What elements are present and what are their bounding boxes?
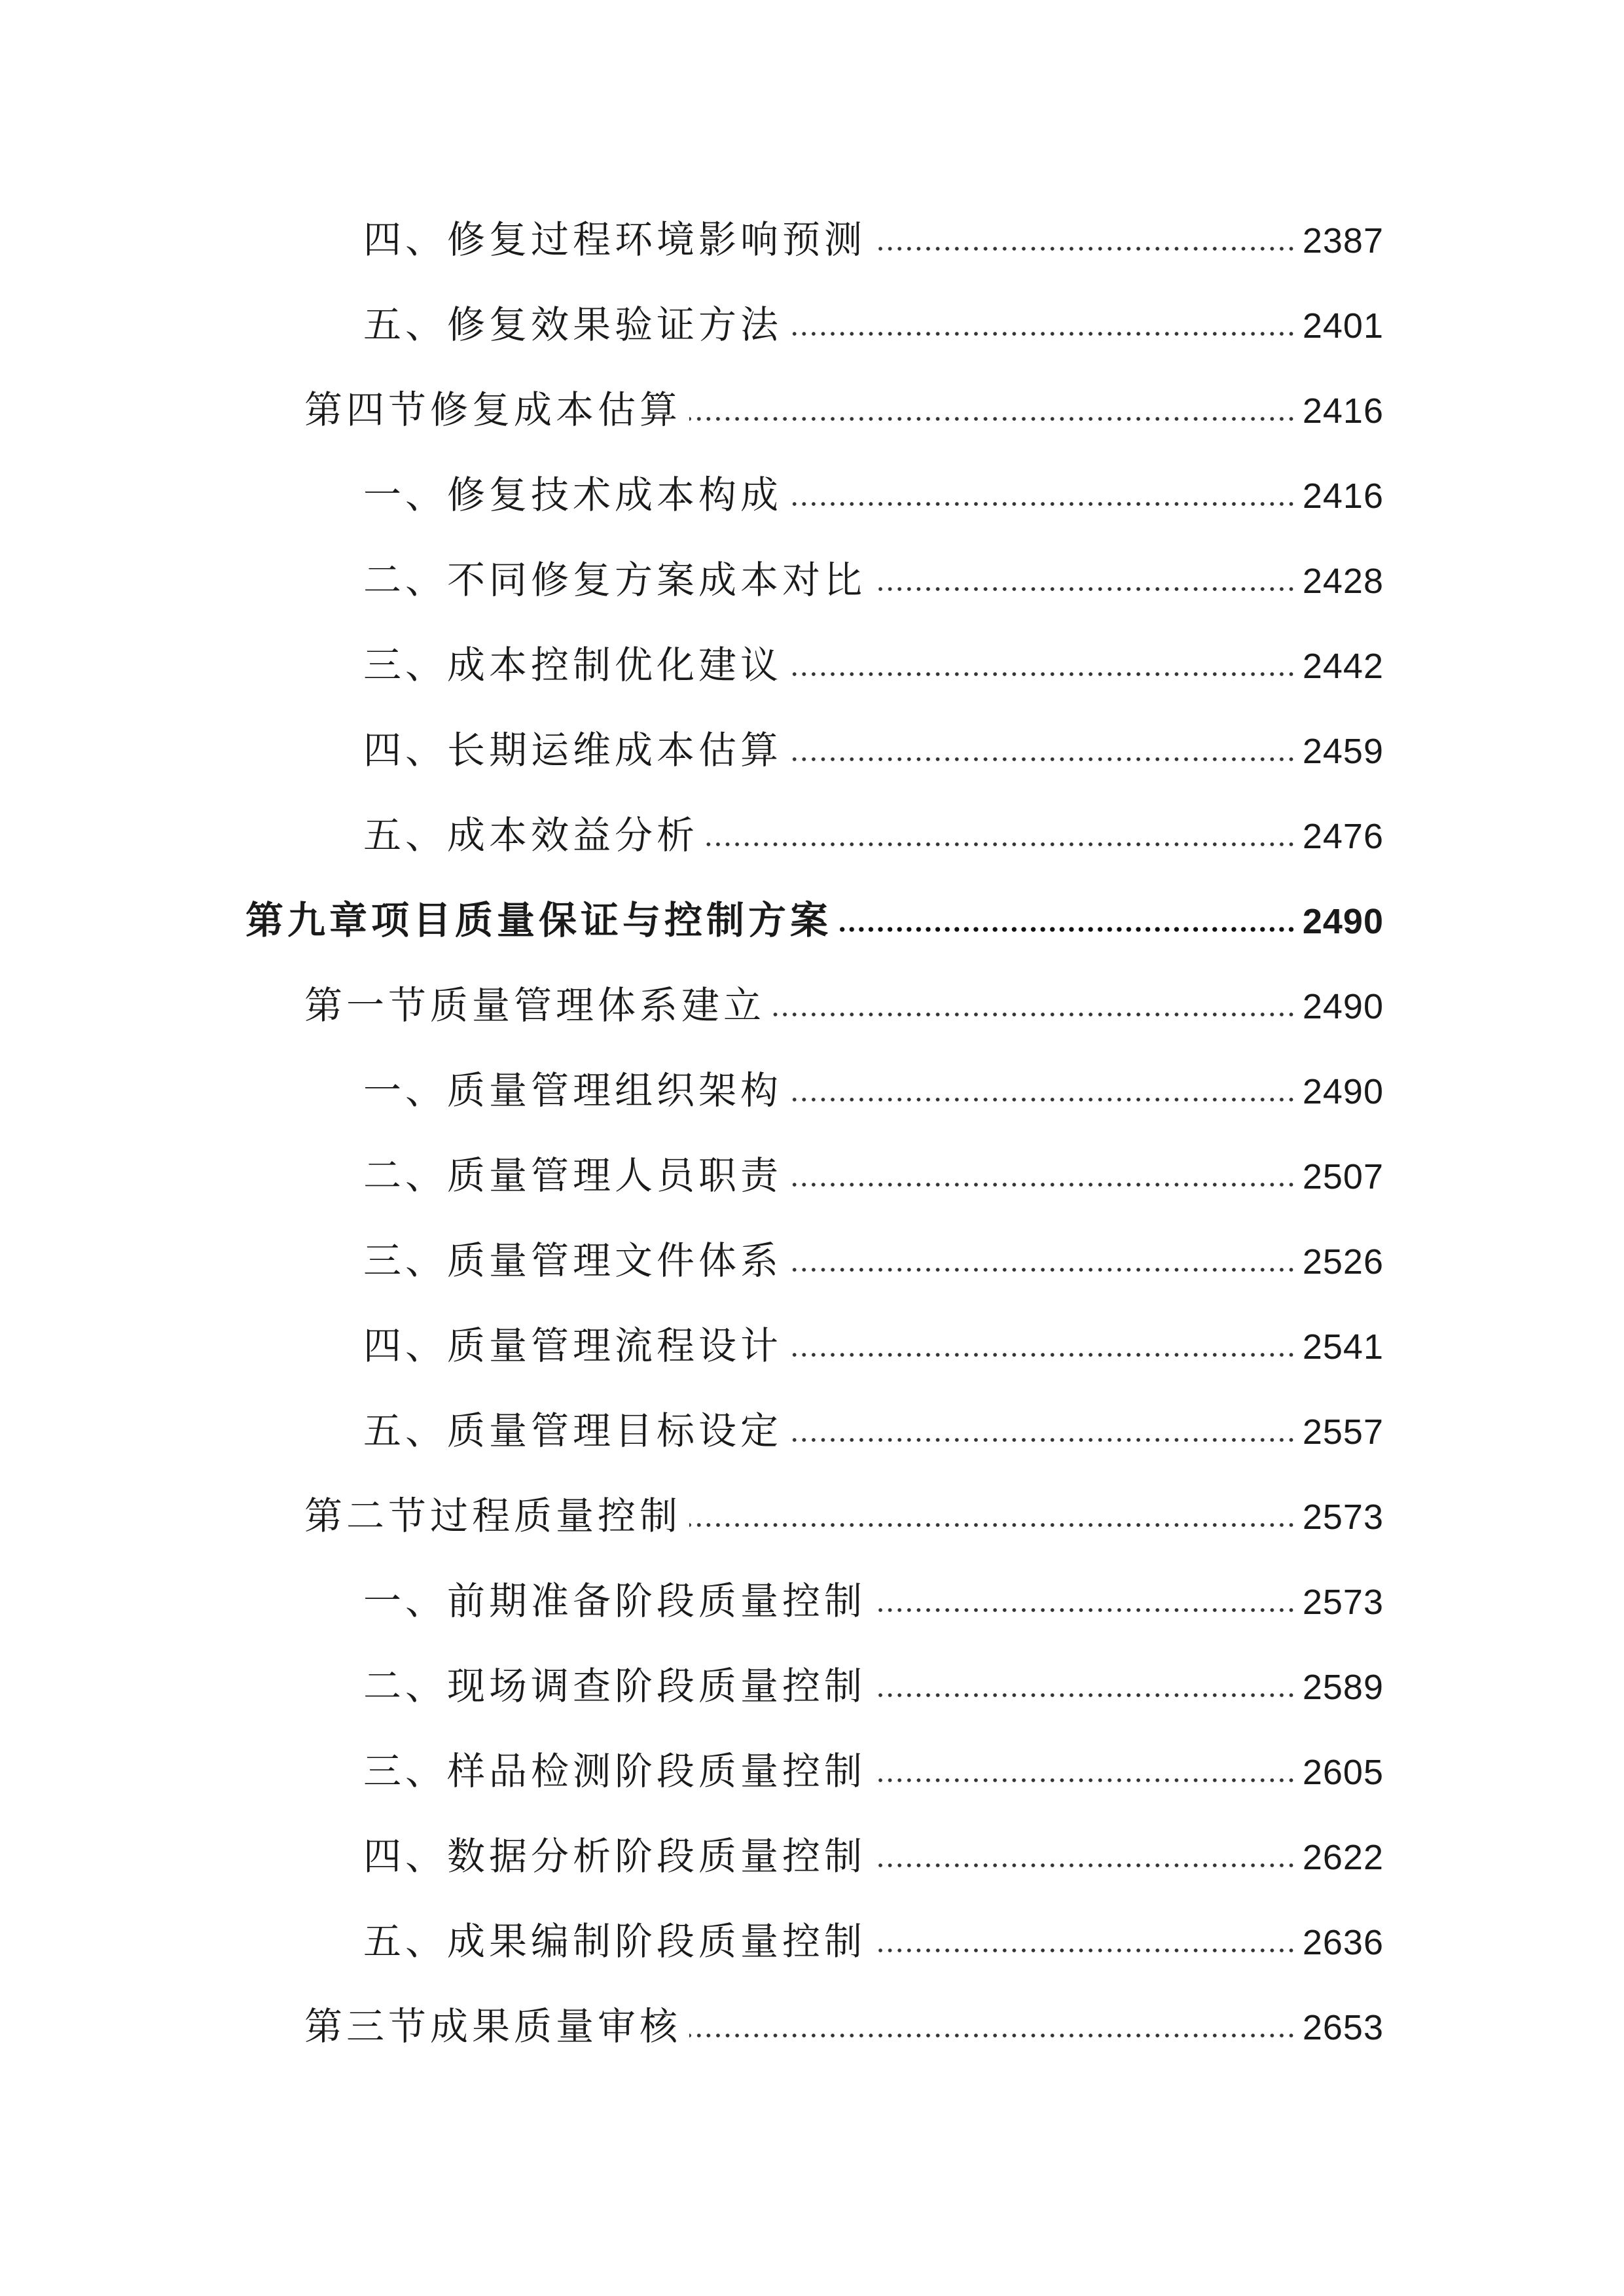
dot-leader xyxy=(874,1778,1296,1783)
toc-entry-page-number: 2428 xyxy=(1302,562,1384,601)
toc-entry[interactable] xyxy=(363,1745,1384,1797)
toc-entry-label: 四、质量管理流程设计 xyxy=(363,1323,783,1368)
toc-entry-label: 三、成本控制优化建议 xyxy=(363,643,783,687)
toc-entry-label: 第四节修复成本估算 xyxy=(304,387,682,432)
toc-entry-page-number: 2490 xyxy=(1302,902,1384,941)
toc-entry-page-number: 2557 xyxy=(1302,1412,1384,1452)
toc-entry-label: 二、质量管理人员职责 xyxy=(363,1153,783,1198)
toc-entry-label: 五、质量管理目标设定 xyxy=(363,1408,783,1453)
toc-entry[interactable] xyxy=(304,384,1384,436)
toc-entry[interactable] xyxy=(363,1234,1384,1287)
toc-entry[interactable] xyxy=(363,298,1384,351)
dot-leader xyxy=(790,331,1296,336)
toc-entry-page-number: 2636 xyxy=(1302,1923,1384,1962)
toc-entry-label: 一、修复技术成本构成 xyxy=(363,473,783,517)
toc-entry[interactable] xyxy=(363,809,1384,861)
toc-entry-label: 二、现场调查阶段质量控制 xyxy=(363,1664,867,1708)
toc-entry[interactable] xyxy=(304,979,1384,1031)
toc-entry[interactable] xyxy=(304,1490,1384,1542)
dot-leader xyxy=(790,1097,1296,1102)
toc-entry-label: 四、数据分析阶段质量控制 xyxy=(363,1834,867,1878)
toc-entry[interactable] xyxy=(363,213,1384,266)
toc-entry-label: 第九章项目质量保证与控制方案 xyxy=(245,898,833,942)
toc-entry[interactable] xyxy=(363,1830,1384,1882)
toc-entry-label: 第二节过程质量控制 xyxy=(304,1494,682,1538)
toc-entry-page-number: 2416 xyxy=(1302,476,1384,516)
toc-chapter-entry[interactable] xyxy=(245,894,1384,946)
toc-entry-label: 三、质量管理文件体系 xyxy=(363,1238,783,1283)
toc-entry[interactable] xyxy=(363,1319,1384,1372)
toc-entry-page-number: 2416 xyxy=(1302,391,1384,431)
toc-entry-page-number: 2490 xyxy=(1302,1072,1384,1111)
dot-leader xyxy=(790,757,1296,762)
toc-entry[interactable] xyxy=(363,1915,1384,1967)
dot-leader xyxy=(790,1182,1296,1187)
toc-entry[interactable] xyxy=(304,2000,1384,2053)
toc-entry-label: 五、成果编制阶段质量控制 xyxy=(363,1919,867,1964)
toc-entry-page-number: 2442 xyxy=(1302,647,1384,686)
toc-entry-page-number: 2653 xyxy=(1302,2008,1384,2047)
toc-entry-page-number: 2526 xyxy=(1302,1242,1384,1282)
toc-entry-page-number: 2541 xyxy=(1302,1327,1384,1367)
dot-leader xyxy=(874,246,1296,251)
dot-leader xyxy=(840,927,1296,932)
dot-leader xyxy=(790,501,1296,507)
dot-leader xyxy=(874,1948,1296,1953)
dot-leader xyxy=(689,1522,1296,1528)
dot-leader xyxy=(689,2033,1296,2038)
dot-leader xyxy=(689,416,1296,422)
dot-leader xyxy=(874,586,1296,592)
toc-entry[interactable] xyxy=(363,1149,1384,1202)
toc-entry-label: 四、长期运维成本估算 xyxy=(363,728,783,772)
dot-leader xyxy=(773,1012,1296,1017)
dot-leader xyxy=(790,672,1296,677)
dot-leader xyxy=(874,1863,1296,1868)
toc-entry-label: 二、不同修复方案成本对比 xyxy=(363,558,867,602)
toc-entry-label: 四、修复过程环境影响预测 xyxy=(363,217,867,262)
toc-entry-label: 第三节成果质量审核 xyxy=(304,2004,682,2049)
dot-leader xyxy=(706,842,1296,847)
toc-entry-page-number: 2507 xyxy=(1302,1157,1384,1196)
toc-entry-page-number: 2589 xyxy=(1302,1668,1384,1707)
toc-entry-label: 一、质量管理组织架构 xyxy=(363,1068,783,1113)
dot-leader xyxy=(790,1352,1296,1357)
toc-entry-label: 五、修复效果验证方法 xyxy=(363,302,783,347)
toc-entry-page-number: 2387 xyxy=(1302,221,1384,260)
toc-entry[interactable] xyxy=(363,1064,1384,1117)
toc-entry[interactable] xyxy=(363,1575,1384,1627)
toc-entry[interactable] xyxy=(363,469,1384,521)
toc-entry-label: 第一节质量管理体系建立 xyxy=(304,983,766,1028)
toc-entry-page-number: 2476 xyxy=(1302,817,1384,856)
toc-entry-page-number: 2622 xyxy=(1302,1838,1384,1877)
toc-entry[interactable] xyxy=(363,724,1384,776)
toc-entry-page-number: 2401 xyxy=(1302,306,1384,346)
toc-entry-label: 五、成本效益分析 xyxy=(363,813,699,857)
toc-entry-page-number: 2573 xyxy=(1302,1498,1384,1537)
toc-entry-page-number: 2573 xyxy=(1302,1583,1384,1622)
dot-leader xyxy=(790,1267,1296,1272)
toc-entry[interactable] xyxy=(363,554,1384,606)
toc-entry[interactable] xyxy=(363,1405,1384,1457)
dot-leader xyxy=(790,1437,1296,1443)
toc-entry-label: 三、样品检测阶段质量控制 xyxy=(363,1749,867,1793)
toc-entry[interactable] xyxy=(363,1660,1384,1712)
toc-entry-page-number: 2459 xyxy=(1302,732,1384,771)
dot-leader xyxy=(874,1607,1296,1613)
toc-entry-page-number: 2490 xyxy=(1302,987,1384,1026)
toc-entry-page-number: 2605 xyxy=(1302,1753,1384,1792)
dot-leader xyxy=(874,1693,1296,1698)
toc-entry[interactable] xyxy=(363,639,1384,691)
toc-entry-label: 一、前期准备阶段质量控制 xyxy=(363,1579,867,1623)
